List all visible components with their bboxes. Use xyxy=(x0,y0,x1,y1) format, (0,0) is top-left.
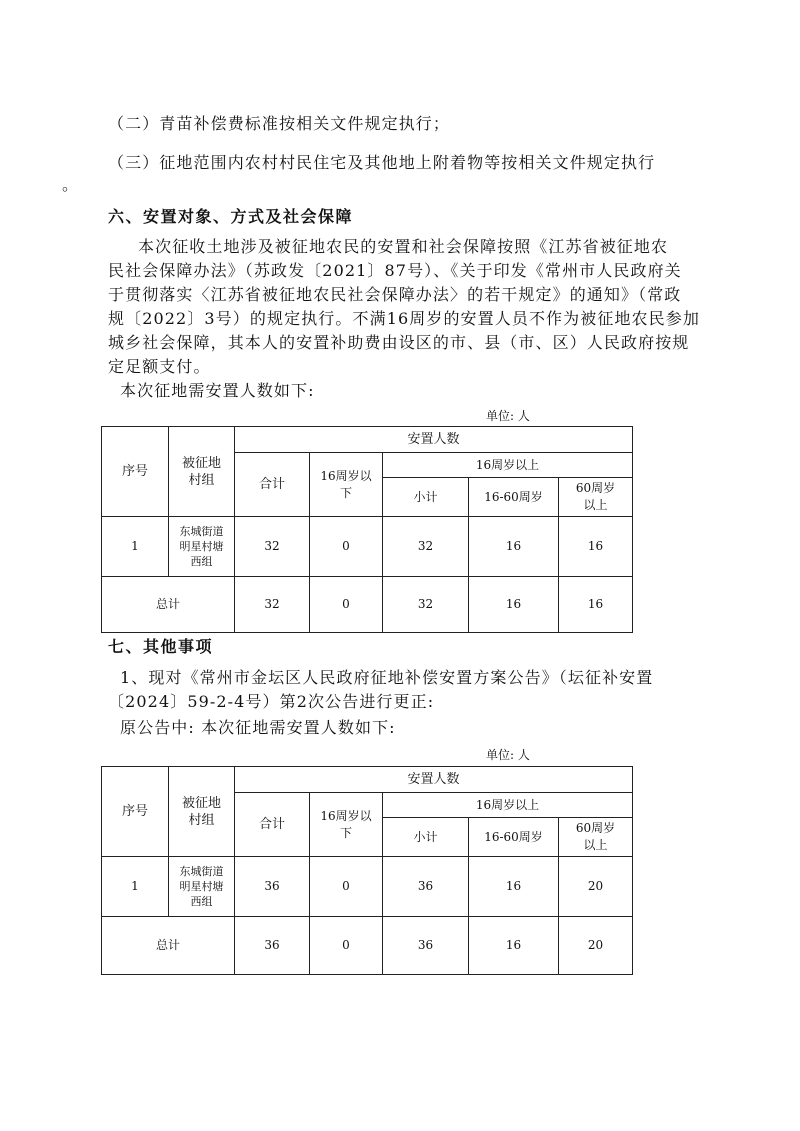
section-heading-other-matters: 七、其他事项 xyxy=(108,637,214,656)
header-total: 合计 xyxy=(235,793,310,857)
table-row xyxy=(102,857,633,917)
header-group-line: 被征地 xyxy=(181,455,221,471)
cell-sum-label: 总计 xyxy=(102,577,235,633)
cell-group-line: 西组 xyxy=(190,895,213,908)
header-over60 xyxy=(559,818,633,857)
header-over16: 16周岁以上 xyxy=(383,453,633,478)
paragraph-green-crop-compensation: （二）青苗补偿费标准按相关文件规定执行； xyxy=(108,114,451,133)
cell-group xyxy=(169,857,235,917)
paragraph-line: 1、现对《常州市金坛区人民政府征地补偿安置方案公告》（坛征补安置 xyxy=(120,668,654,687)
cell-age16-60: 16 xyxy=(469,517,559,577)
table-unit-label: 单位: 人 xyxy=(486,409,530,423)
header-under16 xyxy=(310,453,383,517)
paragraph-line: 定足额支付。 xyxy=(108,357,211,376)
header-over60-line: 60周岁 xyxy=(575,821,616,835)
paragraph-line: 本次征收土地涉及被征地农民的安置和社会保障按照《江苏省被征地农 xyxy=(138,237,669,256)
paragraph-line: 于贯彻落实〈江苏省被征地农民社会保障办法〉的若干规定》的通知》（常政 xyxy=(108,285,682,304)
cell-sum-under16: 0 xyxy=(310,577,383,633)
header-group-line: 村组 xyxy=(188,472,215,488)
cell-seq: 1 xyxy=(102,857,169,917)
table-sum-row xyxy=(102,577,633,633)
header-subtotal: 小计 xyxy=(383,818,469,857)
header-over16: 16周岁以上 xyxy=(383,793,633,818)
header-over60 xyxy=(559,478,633,517)
header-group-line: 村组 xyxy=(188,812,215,828)
header-people: 安置人数 xyxy=(235,427,633,453)
header-total: 合计 xyxy=(235,453,310,517)
table-row xyxy=(102,517,633,577)
original-resettlement-table xyxy=(101,766,633,975)
table-unit-label: 单位: 人 xyxy=(486,748,530,762)
cell-sum-age16-60: 16 xyxy=(469,917,559,975)
cell-under16: 0 xyxy=(310,517,383,577)
header-over60-line: 以上 xyxy=(583,498,608,512)
table-intro-text: 原公告中: 本次征地需安置人数如下: xyxy=(120,718,396,737)
cell-sum-total: 36 xyxy=(235,917,310,975)
cell-group-line: 东城街道 xyxy=(179,525,224,538)
cell-total: 32 xyxy=(235,517,310,577)
header-age16-60: 16-60周岁 xyxy=(469,478,559,517)
cell-seq: 1 xyxy=(102,517,169,577)
header-group-line: 被征地 xyxy=(181,795,221,811)
cell-group xyxy=(169,517,235,577)
cell-total: 36 xyxy=(235,857,310,917)
header-people: 安置人数 xyxy=(235,767,633,793)
cell-sum-subtotal: 36 xyxy=(383,917,469,975)
cell-age16-60: 16 xyxy=(469,857,559,917)
paragraph-houses-tail: 。 xyxy=(62,175,80,194)
cell-sum-age16-60: 16 xyxy=(469,577,559,633)
cell-group-line: 西组 xyxy=(190,555,213,568)
cell-sum-under16: 0 xyxy=(310,917,383,975)
header-under16 xyxy=(310,793,383,857)
cell-sum-subtotal: 32 xyxy=(383,577,469,633)
cell-group-line: 明星村塘 xyxy=(179,540,224,553)
cell-subtotal: 32 xyxy=(383,517,469,577)
header-over60-line: 以上 xyxy=(583,838,608,852)
table-intro-text: 本次征地需安置人数如下: xyxy=(120,381,315,400)
paragraph-houses-compensation: （三）征地范围内农村村民住宅及其他地上附着物等按相关文件规定执行 xyxy=(108,153,656,172)
resettlement-table xyxy=(101,426,633,633)
cell-sum-label: 总计 xyxy=(102,917,235,975)
cell-sum-total: 32 xyxy=(235,577,310,633)
cell-under16: 0 xyxy=(310,857,383,917)
cell-group-line: 东城街道 xyxy=(179,865,224,878)
cell-sum-over60: 20 xyxy=(559,917,633,975)
paragraph-line: 〔2024〕59-2-4号）第2次公告进行更正: xyxy=(108,692,435,711)
header-seq: 序号 xyxy=(102,427,169,517)
header-under16-line: 下 xyxy=(339,485,352,500)
header-over60-line: 60周岁 xyxy=(575,481,616,495)
cell-subtotal: 36 xyxy=(383,857,469,917)
header-under16-line: 16周岁以 xyxy=(320,468,372,483)
table-sum-row xyxy=(102,917,633,975)
paragraph-line: 民社会保障办法》（苏政发〔2021〕87号）、《关于印发《常州市人民政府关 xyxy=(108,261,682,280)
header-subtotal: 小计 xyxy=(383,478,469,517)
header-group xyxy=(169,427,235,517)
cell-over60: 16 xyxy=(559,517,633,577)
header-age16-60: 16-60周岁 xyxy=(469,818,559,857)
section-heading-resettlement: 六、安置对象、方式及社会保障 xyxy=(108,207,354,226)
paragraph-line: 城乡社会保障，其本人的安置补助费由设区的市、县（市、区）人民政府按规 xyxy=(108,333,690,352)
paragraph-line: 规〔2022〕3号）的规定执行。不满16周岁的安置人员不作为被征地农民参加 xyxy=(108,309,700,328)
header-under16-line: 16周岁以 xyxy=(320,808,372,823)
header-seq: 序号 xyxy=(102,767,169,857)
cell-sum-over60: 16 xyxy=(559,577,633,633)
cell-group-line: 明星村塘 xyxy=(179,880,224,893)
cell-over60: 20 xyxy=(559,857,633,917)
header-under16-line: 下 xyxy=(339,825,352,840)
header-group xyxy=(169,767,235,857)
